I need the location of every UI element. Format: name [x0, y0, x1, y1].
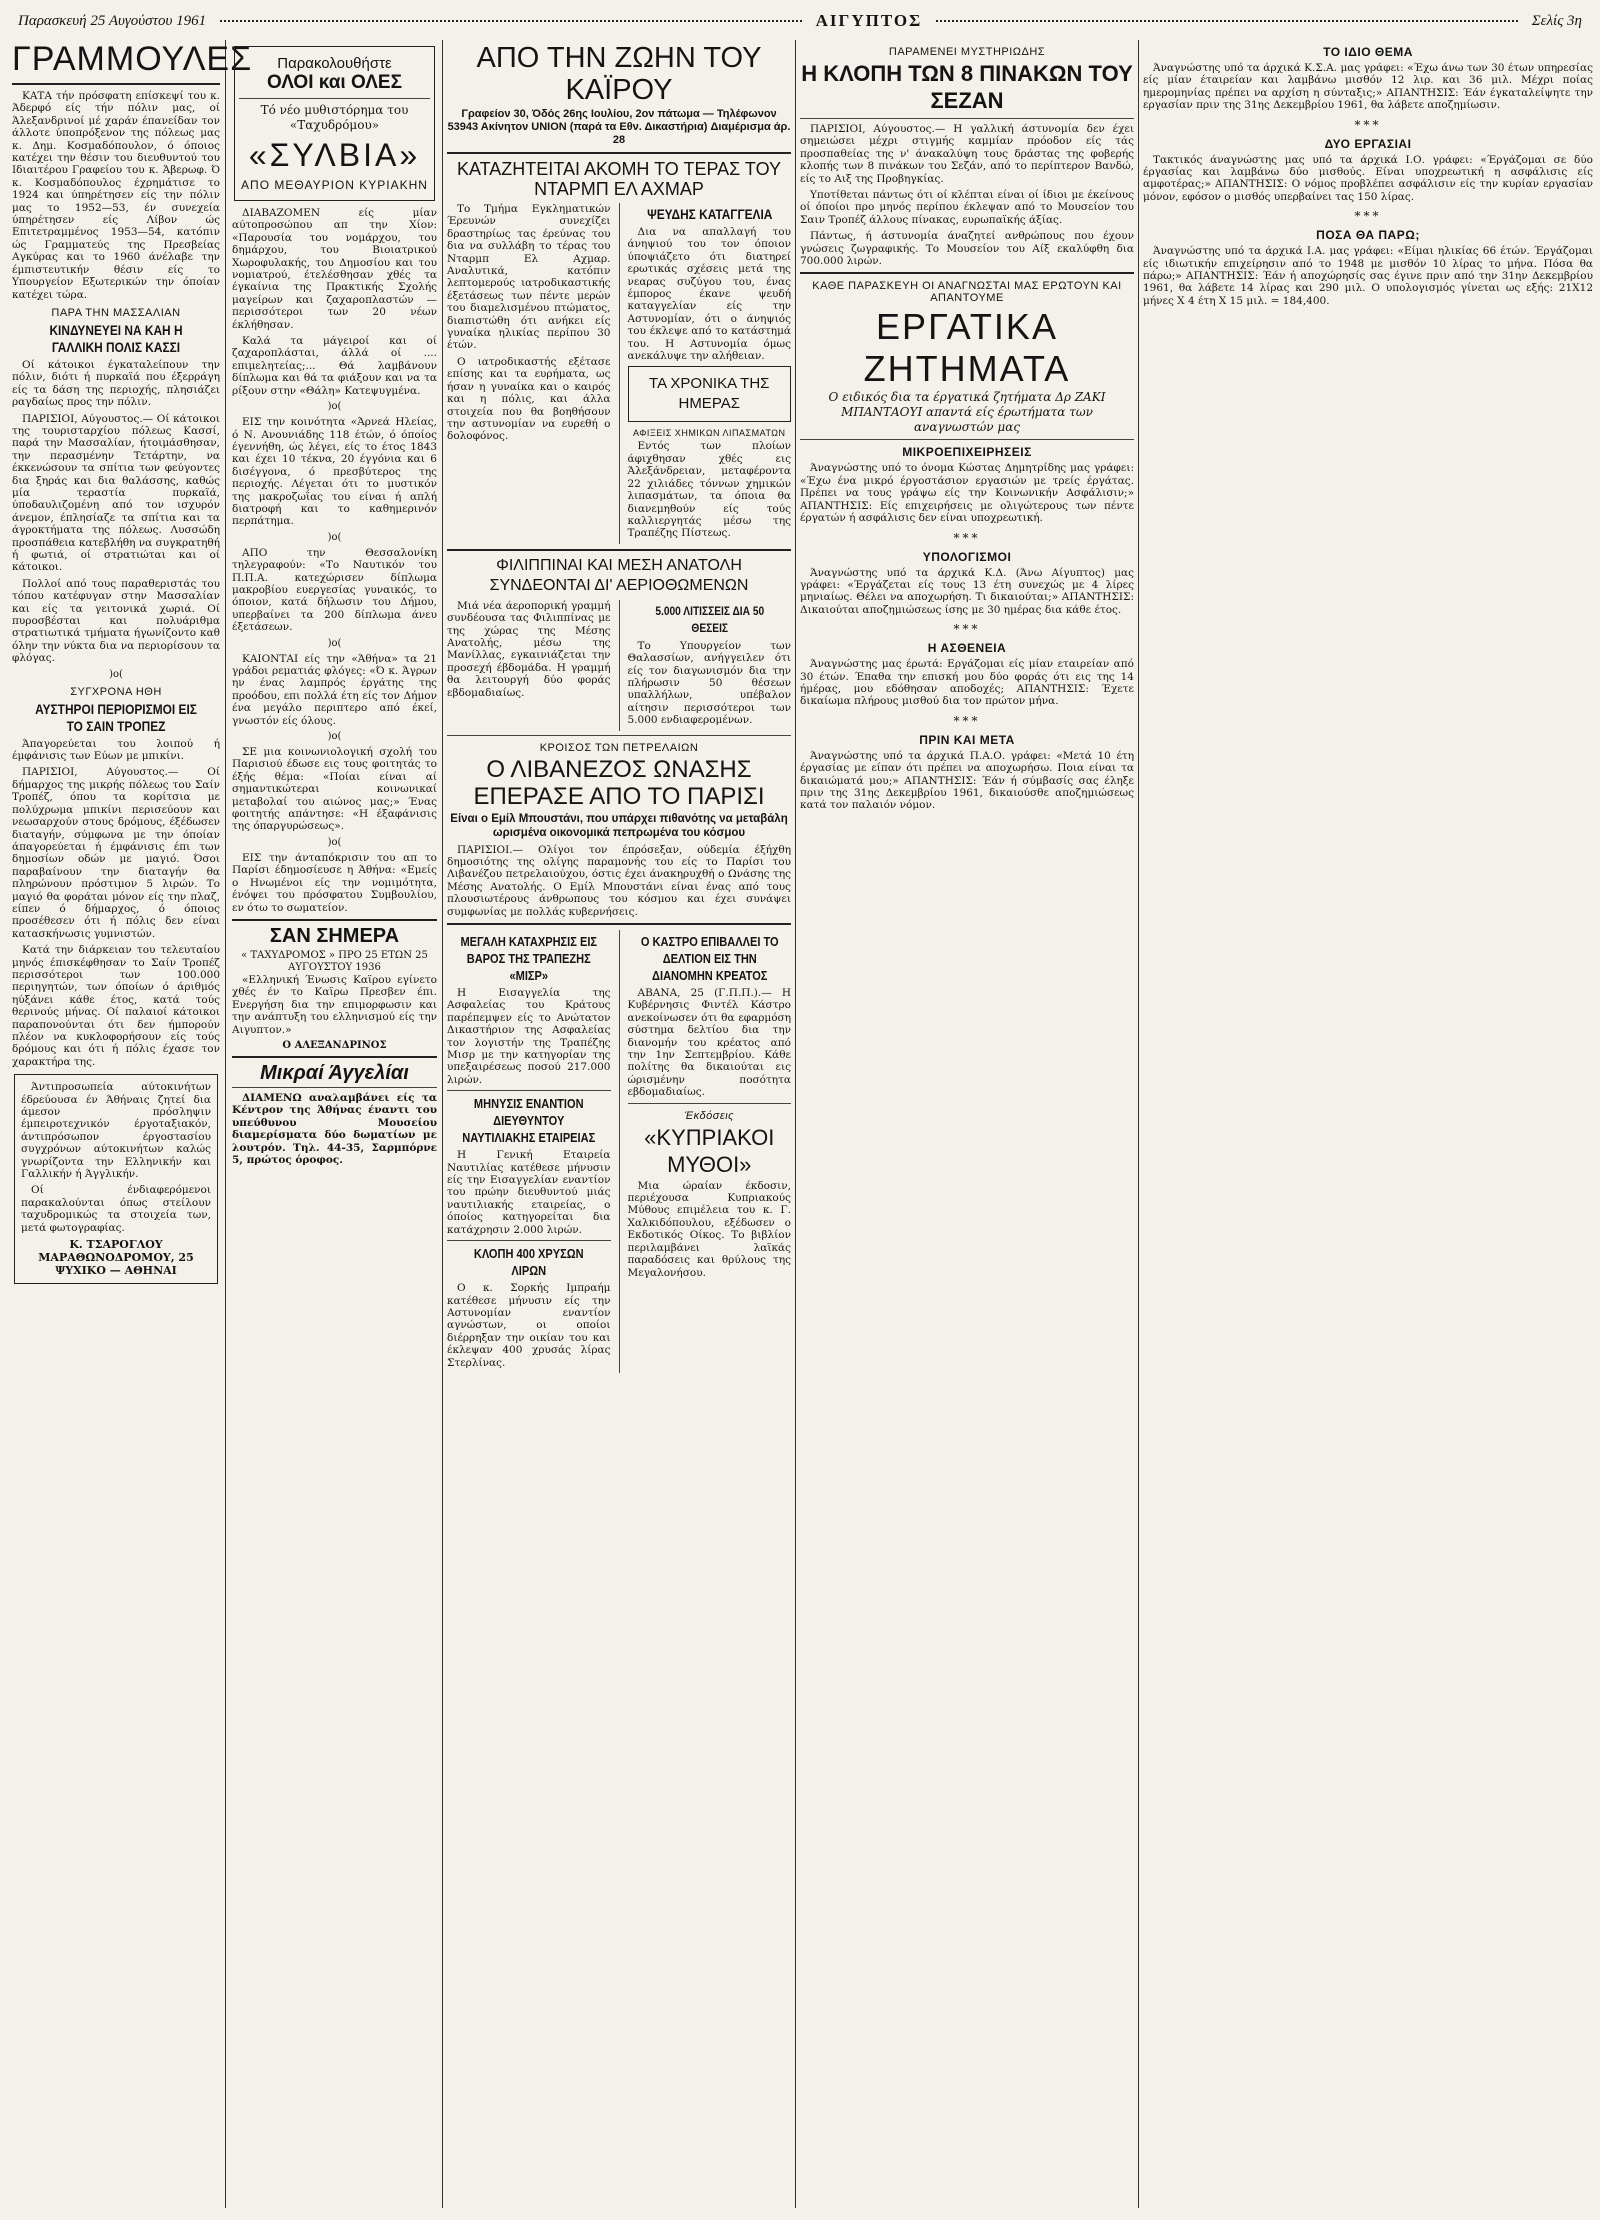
article-headline: Ο ΛΙΒΑΝΕΖΟΣ ΩΝΑΣΗΣ ΕΠΕΡΑΣΕ ΑΠΟ ΤΟ ΠΑΡΙΣΙ — [473, 755, 765, 810]
article-text: Οί κάτοικοι έγκαταλείπουν την πόλιν, διότι ή πυρκαϊά που έξερράγη είς τα δάση της περιοχής, πλησιάζει ραγδαίως προς την πόλιν. — [12, 358, 220, 409]
divider — [232, 1087, 437, 1088]
article-kicker: ΠΑΡΑΜΕΝΕΙ ΜΥΣΤΗΡΙΩΔΗΣ — [888, 46, 1046, 58]
article-kicker: ΚΑΘΕ ΠΑΡΑΣΚΕΥΗ ΟΙ ΑΝΑΓΝΩΣΤΑΙ ΜΑΣ ΕΡΩΤΟΥΝ ΚΑΙ ΑΠΑΝΤΟΥΜΕ — [812, 280, 1122, 305]
question-heading: ΔΥΟ ΕΡΓΑΣΙΑΙ — [1324, 136, 1412, 151]
column-rule — [1138, 40, 1139, 2208]
article-headline: ΦΙΛΙΠΠΙΝΑΙ ΚΑΙ ΜΕΣΗ ΑΝΑΤΟΛΗ ΣΥΝΔΕΟΝΤΑΙ ΔΙ' ΑΕΡΙΟΘΩΜΕΝΩΝ — [489, 556, 749, 594]
two-col-block — [447, 930, 791, 1373]
column-rule — [619, 930, 620, 1373]
article-headline: ΚΛΟΠΗ 400 ΧΡΥΣΩΝ ΛΙΡΩΝ — [473, 1246, 584, 1279]
column-rule — [619, 600, 620, 731]
section-subtitle: « ΤΑΧΥΔΡΟΜΟΣ » ΠΡΟ 25 ΕΤΩΝ 25 ΑΥΓΟΥΣΤΟΥ 1936 — [241, 949, 428, 973]
divider — [12, 83, 220, 85]
divider — [232, 1056, 437, 1058]
masthead — [18, 10, 1582, 32]
column-cairo-life — [447, 40, 791, 2208]
separator-stars: *** — [953, 530, 981, 545]
separator: )o( — [327, 836, 342, 848]
separator: )o( — [109, 668, 123, 680]
article-kicker: Έκδόσεις — [684, 1109, 735, 1122]
column-grammoules — [12, 40, 253, 2208]
question-heading: Η ΑΣΘΕΝΕΙΑ — [927, 641, 1007, 656]
section-title: Μικραί Άγγελίαι — [260, 1061, 409, 1084]
divider — [232, 919, 437, 921]
article-kicker: ΠΑΡΑ ΤΗΝ ΜΑΣΣΑΛΙΑΝ — [51, 306, 181, 319]
divider — [447, 152, 791, 154]
divider — [447, 735, 791, 736]
article-text: Άπαγορεύεται του λοιπού ή έμφάνισις των Εύων με μπικίνι. — [12, 737, 220, 763]
classified-box — [14, 1074, 218, 1284]
article-text: ΠΑΡΙΣΙΟΙ, Αύγουστος.— Οί κάτοικοι της τουρισταρχίου πόλεως Κασσί, παρά την Μασσαλίαν, ήτοιμάσθησαν, την περασμένην Τετάρτην, να έκκενώσουν τα σπίτια των φεύγοντες δια ξηράς και δια θαλάσσης, καθώς μία τεραστία πυρκαϊά, ύποδαυλιζομένη από τον ισχυρόν άνεμον, έπλησίαζε τα σπίτια και τα άγροκτήματα της πόλεως. Λυσσώδη προσπάθεια κατεβλήθη να συγκρατηθή ή φωτιά, οί στρατιώται και οί κάτοικοι. — [12, 412, 220, 574]
article-text: Υποτίθεται πάντως ότι οί κλέπται είναι οί ίδιοι με έκείνους οί όποίοι προ μηνός περίπου έκλεψαν από το Μουσείον του Σαιν Τροπέζ άλλους πίνακας, ευρωπαϊκής άξίας. — [800, 189, 1134, 226]
article-headline: Ο ΚΑΣΤΡΟ ΕΠΙΒΑΛΛΕΙ ΤΟ ΔΕΛΤΙΟΝ ΕΙΣ ΤΗΝ ΔΙΑΝΟΜΗΝ ΚΡΕΑΤΟΣ — [640, 934, 779, 983]
article-kicker: ΣΥΓΧΡΟΝΑ ΗΘΗ — [70, 685, 162, 698]
divider — [800, 118, 1134, 119]
novel-ad-box — [234, 46, 435, 201]
subcolumn — [628, 600, 792, 731]
article-text: Ο κ. Σορκής Ιμπραήμ κατέθεσε μήνυσιν είς την Αστυνομίαν εναντίον αγνώστων, οι οποίοι διέρρηξαν την οικίαν του και έκλεψαν 400 χρυσάς λίρας Στερλίνας. — [447, 1282, 611, 1369]
separator-stars: *** — [953, 713, 981, 728]
article-text: ΕΙΣ την κοινότητα «Άρνεά Ηλείας, ό Ν. Ανουνιάδης 118 έτών, ό όποίος έγεννήθη, ώς λέγει, είς το έτος 1843 και έχει 10 τέκνα, 20 έγγόνια και 6 δισέγγονα, ό πρεσβύτερος της περιοχής. Λέγεται ότι το μυστικόν της μακροζωΐας του είναι ή απλή διατροφή και το καθημερινόν περπάτημα. — [232, 416, 437, 528]
article-text: ΚΑΤΑ τήν πρόσφατη επίσκεψί του κ. Άδερφό είς τήν πόλιν μας, οί Άλεξανδρινοί μέ χαράν έπανείδαν τον άλλοτε ύποπρόξενον της πόλεως μας κ. Δημ. Κοσμαδόπουλον, ό όποιος κατέχει την θέσιν του διευθυντού του Ιδιαιτέρου Γραφείου του κ. Άβερωφ. Ό κ. Κοσμαδόπουλος έχρημάτισε το 1924 και ύπηρέτησεν είς την πόλιν μας το 1952—53, έν συνεχεία ύπηρέτησεν είς Λίβον ώς Επιτετραμμένος 1953—54, κατόπιν ώς Γραμματεύς της Πρεσβείας Αγκύρας και το 1960 άνέλαβε την έμπιστευτικήν θέσιν είς το Υπουργείον Εξωτερικών την όποίαν κατέχει τώρα. — [12, 90, 220, 301]
article-headline: ΨΕΥΔΗΣ ΚΑΤΑΓΓΕΛΙΑ — [646, 206, 772, 222]
article-headline: «ΚΥΠΡΙΑΚΟΙ ΜΥΘΟΙ» — [644, 1124, 775, 1177]
office-address: Γραφείον 30, Όδός 26ης Ιουλίου, 2ον πάτωμα — Τηλέφωνον 53943 Ακίνητον UNION (παρά τα Εθν. Δικαστήρια) Διαμέρισμα άρ. 28 — [447, 108, 791, 146]
article-text: Δια να απαλλαγή του άνηψιού του τον όποιον ύποψιάζετο ότι διατηρεί ερωτικάς σχέσεις μετά της νεαρας συζύγου του, ένας έμπορος έκανε ψευδή καταγγελίαν είς την Αστυνομίαν, ότι ο άνηψιός του έκλεψε από το κατάστημά του. Η Αστυνομία όμως ανεκάλυψε την αλήθειαν. — [627, 226, 791, 363]
question-heading: ΠΟΣΑ ΘΑ ΠΑΡΩ; — [1316, 228, 1420, 243]
question-heading: ΤΟ ΙΔΙΟ ΘΕΜΑ — [1323, 45, 1413, 59]
article-text: Μια ώραίαν έκδοσιν, περιέχουσα Κυπριακούς Μύθους επιμέλεια του κ. Γ. Χαλκιδόπουλου, εξέδωσεν ο Εκδοτικός Οίκος. Το βιβλίον περιλαμβάνει λαϊκάς παραδόσεις και θρύλους της Μεγαλονήσου. — [627, 1179, 791, 1279]
article-text: Πολλοί από τους παραθεριστάς του τόπου κατέφυγαν στην Μασσαλίαν και είς τα γειτονικά χωριά. Οί πυροσβέσται και πολυάριθμα στρατιωτικά τμήματα ήγωνίζοντο καθ όλην την νύκτα δια να περιορίσουν τα φλόγας. — [12, 577, 220, 665]
answer-text: Άναγνώστης υπό τα άρχικά Κ.Δ. (Άνω Αίγυπτος) μας γράφει: «Έργάζεται είς τους 13 έτη συνεχώς με 4 λίρες μηνιαίως. Θέλει να αποχωρήση. Τι δικαιούται;» ΑΠΑΝΤΗΣΙΣ: Δικαιούται αποζημιώσεως ίσης με 30 ημέρας δια κάθε έτος. — [800, 566, 1134, 616]
question-heading: ΥΠΟΛΟΓΙΣΜΟΙ — [922, 549, 1012, 564]
column-5 — [1143, 40, 1593, 2208]
subcolumn — [447, 930, 611, 1373]
article-headline: ΑΥΣΤΗΡΟΙ ΠΕΡΙΟΡΙΣΜΟΙ ΕΙΣ ΤΟ ΣΑΙΝ ΤΡΟΠΕΖ — [35, 700, 197, 734]
separator-stars: *** — [1354, 209, 1382, 224]
two-col-block — [447, 600, 791, 731]
article-text: Καλά τα μάγειροί και οί ζαχαροπλάσται, άλλά οί .... επιμελητείας;... Θά λαμβάνουν δίπλωμα και θά τα φιάξουν και να τα ρίξουν στην «Θάλη» Κατεψυγμένα. — [232, 335, 437, 397]
column-2 — [232, 40, 437, 2208]
question-heading: ΜΙΚΡΟΕΠΙΧΕΙΡΗΣΕΙΣ — [902, 445, 1032, 460]
divider — [447, 1240, 611, 1241]
article-text: ΕΙΣ την άνταπόκρισιν του απ το Παρίσι έδημοσίευσε η Άθήνα: «Εμείς ο Ηνωμένοι είς την νομιμότητα, ένόψει του πρόσφατου Συμβουλίου, εν ότω το σωματείον. — [232, 851, 437, 914]
article-headline: 5.000 ΛΙΤΙΣΣΕΙΣ ΔΙΑ 50 ΘΕΣΕΙΣ — [654, 603, 764, 635]
section-title: ΑΠΟ ΤΗΝ ΖΩΗΝ ΤΟΥ ΚΑΪΡΟΥ — [476, 42, 762, 106]
article-headline: ΜΕΓΑΛΗ ΚΑΤΑΧΡΗΣΙΣ ΕΙΣ ΒΑΡΟΣ ΤΗΣ ΤΡΑΠΕΖΗΣ «ΜΙΣΡ» — [460, 934, 598, 983]
article-text: Η Γενική Εταιρεία Ναυτιλίας κατέθεσε μήνυσιν είς την Εισαγγελίαν εναντίον του πρώην διευθυντού μιάς ναυτιλιακής εταιρείας, ο όποίος κατηγορείται δια κατάχρησιν 2.000 λιρών. — [447, 1149, 611, 1236]
divider — [447, 1090, 611, 1091]
divider — [800, 439, 1134, 440]
section-subtitle: Ο ειδικός δια τα έργατικά ζητήματα Δρ ΖΑΚΙ ΜΠΑΝΤΑΟΥΙ απαντά είς έρωτήματα των αναγνωστών μας — [828, 390, 1106, 435]
article-text: Ο ιατροδικαστής εξέτασε επίσης και τα ευρήματα, ως ήσαν η γυναίκα και ο καιρός και η πόλις, και άλλα στοιχεία που θα βοηθήσουν την αστυνομίαν να ευρεθή ο δολοφόνος. — [447, 355, 611, 443]
column-rule — [225, 40, 226, 2208]
answer-text: Άναγνώστης υπό τα άρχικά Κ.Σ.Α. μας γράφει: «Έχω άνω των 30 έτων υπηρεσίας είς μίαν έταιρείαν και λαμβάνω μισθόν 12 λιρ. και 36 μιλ. Μέχρι ποίας ημερομηνίας πρέπει να αρχίση η σύνταξις;» ΑΠΑΝΤΗΣΙΣ: Έάν έγκαταλείψητε την εργασίαν πριν της 31ης Δεκεμβρίου 1961, θα λάβετε αποζημίωσιν. — [1143, 62, 1593, 112]
article-text: ΚΑΙΟΝΤΑΙ είς την «Άθήνα» τα 21 γράδοι ρεματιάς φλόγες: «Ό κ. Άγρων ην ένας λαμπρός έργάτης της προόδου, επι πολλά έτη είς τον Δήμον ένα μεγάλο περιπτερο από έκεί, γνωστόν είς όλους. — [232, 652, 437, 727]
article-text: ΑΠΟ την Θεσσαλονίκη τηλεγραφούν: «Το Ναυτικόν του Π.Π.Α. κατεχώρισεν δίπλωμα μακροβίου ευεργεσίας γυναικός, το όποιον, κατά δήλωσιν του Δήμου, υπερβαίνει τα 200 δίπλωμα άνευ έξετάσεων. — [232, 546, 437, 634]
article-text: Μιά νέα άεροπορική γραμμή συνδέουσα τας Φιλιππίνας με της χώρας της Μέσης Ανατολής, μέσω της Μανίλλας, εγκαινιάζεται την προσεχή έβδομάδα. Η γραμμή θα λειτουργή δύο φοράς εβδομαδιαίως. — [447, 599, 611, 699]
article-text: ΠΑΡΙΣΙΟΙ, Αύγουστος.— Η γαλλική άστυνομία δεν έχει σημειώσει μέχρι στιγμής καμμίαν πρόοδον είς τάς προσπαθείας της ν' άνακαλύψη τους δράστας της φοβερής κλοπής των 8 πινάκων του Σεζάν, από το περίπτερον Βανδώ, είς το Αιξ της Προβηγκίας. — [800, 123, 1134, 185]
separator: )o( — [327, 731, 342, 743]
ad-signature: Κ. ΤΣΑΡΟΓΛΟΥ ΜΑΡΑΘΩΝΟΔΡΟΜΟΥ, 25 ΨΥΧΙΚΟ — ΑΘΗΝΑΙ — [38, 1238, 194, 1278]
article-text: Εντός των πλοίων άφιχθησαν χθές εις Άλεξάνδρειαν, μεταφέροντα 22 χιλιάδες τόννων χημικών λιπασμάτων, τα όποια θα διανεμηθούν είς τούς καλλιεργητάς μέσω της Τραπέζης Πίστεως. — [627, 440, 791, 540]
separator-stars: *** — [953, 622, 981, 637]
article-headline: ΜΗΝΥΣΙΣ ΕΝΑΝΤΙΟΝ ΔΙΕΥΘΥΝΤΟΥ ΝΑΥΤΙΛΙΑΚΗΣ ΕΤΑΙΡΕΙΑΣ — [462, 1096, 596, 1146]
masthead-rule — [936, 20, 1518, 22]
column-rule — [442, 40, 443, 2208]
divider — [800, 272, 1134, 274]
question-heading: ΠΡΙΝ ΚΑΙ ΜΕΤΑ — [919, 732, 1015, 747]
article-text: Η Εισαγγελία της Ασφαλείας του Κράτους παρέπεμψεν είς το Ανώτατον Δικαστήριον της Ασφαλείας τον λογιστήν της Τραπέζης Μισρ με την κατηγορίαν της υπεξαιρέσεως ποσού 217.000 λιρών. — [447, 987, 611, 1086]
column-rule — [795, 40, 796, 2208]
chronicle-box — [628, 366, 792, 422]
ad-text: Άντιπροσωπεία αύτοκινήτων έδρεύουσα έν Άθήναις ζητεί δια άμεσον πρόσληψιν έμπειροτεχνικόν έργοταξιακόν, άντιπρόσωπον έργοστασίου συγχρόνων αύτοκινήτων καλώς γνωρίζοντα την Ελληνικήν και Γαλλικήν ή Άγγλικήν. — [21, 1081, 211, 1181]
ad-text: Οί ένδιαφερόμενοι παρακαλούνται όπως στείλουν ταχυδρομικώς τα στοιχεία των, μετά φωτογραφίας. — [21, 1184, 211, 1234]
section-title: ΣΑΝ ΣΗΜΕΡΑ — [269, 924, 400, 947]
separator: )o( — [327, 637, 342, 649]
ad-line: Τό νέο μυθιστόρημα του «Ταχυδρόμου» — [260, 103, 409, 132]
subcolumn — [628, 930, 792, 1373]
separator: )o( — [327, 531, 342, 543]
article-kicker: ΚΡΟΙΣΟΣ ΤΩΝ ΠΕΤΡΕΛΑΙΩΝ — [539, 741, 699, 754]
paper-name: ΑΙΓΥΠΤΟΣ — [815, 11, 923, 30]
subcolumn — [447, 600, 611, 731]
article-text: ΠΑΡΙΣΙΟΙ, Αύγουστος.— Οί δήμαρχος της μικρής πόλεως του Σαίν Τροπέζ, όπου τα κορίτσια με πολύχρωμα μπικίνι περισεύουν και νεωσαρχούν στους δρόμους, έξέδωσεν διαταγήν, σύμφωνα με την όποίαν άπαγορεύεται ή έμφάνισις έπι των δημοσίων οδών με μαγιό. Όσοι παραβαίνουν την διαταγήν θα πληρώνουν πρόστιμον 5 λιρών. Το μαγιό θα φοράται μόνον είς την πλαζ, είπεν ό δήμαρχος, ό όποιος προσέθεσεν ότι ή πόλις δεν είναι κατασκήνωσις γυμνιστών. — [12, 766, 220, 940]
divider — [447, 923, 791, 925]
ad-line: ΑΠΟ ΜΕΘΑΥΡΙΟΝ ΚΥΡΙΑΚΗΝ — [241, 178, 428, 192]
column-rule — [619, 203, 620, 544]
article-text: «Ελληνική Ένωσις Καϊρου εγίνετο χθές έν το Καϊρω Πρεσβεν έπι. Ενεργήση δια την επιμορφωσιν και την ανάπτυξη του ελληνισμού είς την Αιγυπτον.» — [232, 973, 437, 1036]
answer-text: Άναγνώστης μας έρωτά: Εργάζομαι είς μίαν εταιρείαν από 30 έτών. Έπαθα την επισκή μου δύο φοράς ότι εις της 14 ήμέρας, μου εδόθησαν αποδοχές; ΑΠΑΝΤΗΣΙΣ: Έχετε δικαίωμα πλήρους μισθού δια τον πρώτον μήνα. — [800, 658, 1134, 708]
divider — [628, 1103, 792, 1104]
answer-text: Άναγνώστης υπό τα άρχικά Ι.Α. μας γράφει: «Είμαι ηλικίας 66 έτών. Έργάζομαι είς ιδιωτικήν επιχείρησιν από το 1948 με μισθόν 10 λίρας το μήνα. Πόσα θα πάρω;» ΑΠΑΝΤΗΣΙΣ: Έάν ή αποχώρησίς σας έγινε πριν από την 31ην Δεκεμβρίου 1961, θα λάβετε 14 λίρας και 290 μιλ. Ο υπολογισμός γίνεται ως εξής: 21Χ12 μήνες Χ 4 έτη Χ 15 μιλ. = 184,400. — [1143, 245, 1593, 307]
subcolumn — [447, 203, 611, 544]
article-text: ΑΒΑΝΑ, 25 (Γ.Π.Π.).— Η Κυβέρνησις Φιντέλ Κάστρο ανεκοίνωσεν ότι θα εφαρμόση σύστημα δελτίου δια την διανομήν του κρέατος από την 1ην Σεπτεμβρίου. Κάθε πολίτης θα δικαιούται εις ώρισμένην ποσότητα εβδομαδιαίως. — [627, 987, 791, 1099]
answer-text: Άναγνώστης υπό το όνομα Κώστας Δημητρίδης μας γράφει: «Έχω ένα μικρό έργοστάσιον εργασιών με τρείς έργάτας. Πρέπει να τους γράψω είς την Κοινωνικήν Ασφάλισιν;» ΑΠΑΝΤΗΣΙΣ: Είς επιχειρήσεις με ολιγώτερους των πέντε έργατών ή ασφάλισις δεν είναι υποχρεωτική. — [800, 462, 1134, 525]
issue-date: Παρασκευή 25 Αυγούστου 1961 — [18, 12, 207, 29]
article-headline: ΤΑ ΧΡΟΝΙΚΑ ΤΗΣ ΗΜΕΡΑΣ — [649, 375, 770, 413]
two-col-block — [447, 203, 791, 544]
article-text: Κατά την διάρκειαν του τελευταίου μηνός έπισκέφθησαν το Σαίν Τροπέζ περισσότεροι των 100.000 περιηγητών, των όποίων ό άριθμός ηύξάνει κάθε έτος, κατά τούς θερινούς μήνας. Οί παλαιοί κάτοικοι παραπονούνται ότι δεν ήμπορούν πλέον να κυκλοφορήσουν είς τούς δρόμους και ότι ή πόλις έχασε τον χαρακτήρα της. — [12, 944, 220, 1068]
masthead-rule — [220, 20, 802, 22]
article-text: Πάντως, ή άστυνομία άναζητεί ανθρώπους που έχουν γνώσεις ζωγραφικής. Το Μουσείον του Αίξ εκαλύφθη δια 700.000 λιρών. — [800, 230, 1134, 268]
subcolumn — [628, 203, 792, 544]
article-headline: ΚΑΤΑΖΗΤΕΙΤΑΙ ΑΚΟΜΗ ΤΟ ΤΕΡΑΣ ΤΟΥ ΝΤΑΡΜΠ ΕΛ ΑΧΜΑΡ — [456, 159, 782, 199]
ad-line: Παρακολουθήστε — [277, 55, 392, 72]
article-subhead: Είναι ο Εμίλ Μπουστάνι, που υπάρχει πιθανότης να μεταβάλη ωρισμένα οικονομικά πεπρωμένα του κόσμου — [450, 812, 788, 839]
article-text: Το Τμήμα Εγκληματικών Έρευνών συνεχίζει δραστηρίως τας έρεύνας του δια να συλλάβη το τέρας του Νταρμπ Ελ Αχμαρ. Αναλυτικά, κατόπιν λεπτομερούς ιατροδικαστικής έξετάσεως των πέντε μερών του διαμελισμένου πτώματος, διαπιστώθη ότι ανήκει είς γυναίκα ηλικίας περίπου 30 έτών. — [447, 203, 611, 352]
separator-stars: *** — [1354, 117, 1382, 132]
article-text: ΣΕ μια κοινωνιολογική σχολή του Παρισιού έδωσε εις τους φοιτητάς το έξής θέμα: «Ποίαι είναι αί σημαντικώτεραι κοινωνικαί μεταβολαί του αιώνος μας;» Ένας φοιτητής απάντησε: «Η έξαφάνισις της όπαργυρώσεως». — [232, 746, 437, 833]
article-headline: ΚΙΝΔΥΝΕΥΕΙ ΝΑ ΚΑΗ Η ΓΑΛΛΙΚΗ ΠΟΛΙΣ ΚΑΣΣΙ — [49, 321, 183, 355]
article-text: Το Υπουργείον των Θαλασσίων, ανήγγειλεν ότι είς τον διαγωνισμόν δια την πλήρωσιν 50 θέσεων υπαλλήλων, υπέβαλον αίτησιν περισσότεροι των 5.000 ενδιαφερομένων. — [627, 639, 791, 727]
article-kicker: ΑΦΙΞΕΙΣ ΧΗΜΙΚΩΝ ΛΙΠΑΣΜΑΤΩΝ — [632, 428, 786, 439]
answer-text: Τακτικός άναγνώστης μας υπό τα άρχικά Ι.Ο. γράφει: «Έργάζομαι σε δύο έργασίας και λαμβάνω δύο μισθούς. Είναι υποχρεωτική η ασφάλισις είς αμφοτέρας;» ΑΠΑΝΤΗΣΙΣ: Ο νόμος προβλέπει ασφάλισιν είς την κυρίαν εργασίαν μόνον, εφόσον ο μισθός υπερβαίνει τας 150 λίρας. — [1143, 153, 1593, 203]
novel-title: «ΣΥΛΒΙΑ» — [248, 137, 421, 173]
divider — [447, 549, 791, 551]
column-4 — [800, 40, 1134, 2208]
signature: Ο ΑΛΕΞΑΝΔΡΙΝΟΣ — [282, 1039, 387, 1051]
article-headline: Η ΚΛΟΠΗ ΤΩΝ 8 ΠΙΝΑΚΩΝ ΤΟΥ ΣΕΖΑΝ — [801, 61, 1133, 113]
answer-text: Άναγνώστης υπό τα άρχικά Π.Α.Ο. γράφει: «Μετά 10 έτη έργασίας με είπαν ότι πρέπει να αποχωρήσω. Ποια είναι τα δικαιώματά μου;» ΑΠΑΝΤΗΣΙΣ: Έάν ή σύμβασίς σας έληξε πριν της 31ης Δεκεμβρίου 1961, δικαιούσθε αποζημιώσεως κατά τον παλαιόν νόμον. — [800, 749, 1134, 812]
page-number: Σελίς 3η — [1531, 12, 1583, 29]
section-title: ΓΡΑΜΜΟΥΛΕΣ — [12, 40, 253, 78]
article-text: ΠΑΡΙΣΙΟΙ.— Ολίγοι τον έπρόσεξαν, ούδεμία έξήχθη δημοσιότης της ολίγης παραμονής του είς το Παρίσι του Λιβανέζου πετρελαιούχου, όστις έχει άνακηρυχθή ο Ωνάσης της Μέσης Ανατολής. Ο Εμίλ Μπουστάνι είναι ένας από τους πλουσιωτέρους άνθρωπους του κόσμου και έχει συνάψει συμφωνίας με πολλάς κυβερνήσεις. — [447, 843, 791, 918]
section-title: ΕΡΓΑΤΙΚΑ ΖΗΤΗΜΑΤΑ — [863, 306, 1071, 390]
divider — [239, 98, 430, 99]
ad-line: ΟΛΟΙ και ΟΛΕΣ — [267, 72, 402, 93]
separator: )o( — [327, 401, 342, 413]
classified-text: ΔΙΑΜΕΝΩ αναλαμβάνει είς τα Κέντρον της Άθήνας έναντι του υπεύθυνου Μουσείου διαμερίσματα δύο δωματίων με λουτρόν. Τηλ. 44-35, Σαρμπόρνε 5, πρώτος όροφος. — [232, 1091, 437, 1166]
article-text: ΔΙΑΒΑΖΟΜΕΝ είς μίαν αύτοπροσώπου απ την Χίον: «Παρουσία του νομάρχου, του δημάρχου, του Βιοιατρικού Χωροφυλακής, του Δημοσίου και του νομιατρού, έτελέσθησαν χθές τα έγκαίνια της Πρακτικής Σχολής μαγείρων και ζαχαροπλαστών — περισσότεροι των 20 νέων έκλήθησαν. — [232, 207, 437, 331]
